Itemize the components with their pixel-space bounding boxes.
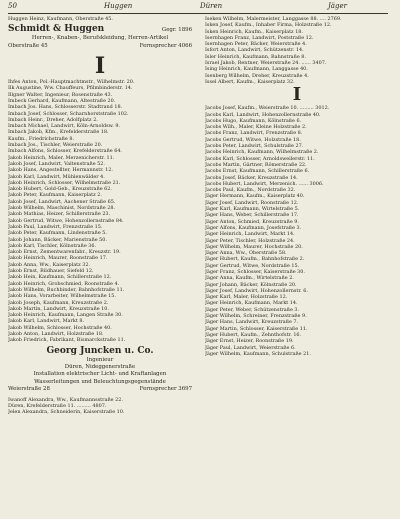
directory-entry: Jäger Hermann, Kaufm., Kaiserplatz 40. [205,193,305,200]
entry-list-a [8,79,192,155]
directory-entry: Ihfes Anton, Pol.-Hauptmachtmstr., Wilhelmstr. 20. [8,79,135,86]
directory-entry: Jäger Peter, Weber, Schützenstraße 3. [205,306,300,313]
directory-entry: Isernhagen Franz, Landwirt, Poststraße 12. [205,34,314,41]
directory-entry: Jacobs Josef, Bäcker, Kreuzstraße 14. [205,174,298,181]
directory-entry: Jäger Hans, Landwirt, Kreuzstraße 7. [205,319,299,326]
directory-entry: Jakob Anna, Ww., Kaiserplatz 32. [8,261,90,268]
directory-entry: Isken Heinrich, Kaufm., Kaiserplatz 18. [205,28,303,35]
directory-entry: Jäger Wilhelm, Maurer, Hochstraße 20. [205,243,303,250]
directory-entry: Imbach Heinr., Dreher, Adolfplatz 2. [8,116,98,123]
directory-entry: Jakob Hubert, Gold-Geb., Kreuzstraße 62. [8,186,112,193]
right-column [205,16,389,357]
entry-list-d [205,275,389,357]
directory-entry: Jäger Josef, Landwirt, Roonstraße 12. [205,199,299,206]
entry-list-b [8,155,192,268]
directory-entry: Jakob Anton, Landwirt, Holzstraße 18. [8,330,104,337]
directory-entry: Jakob Heinrich, Kaufmann, Langen Straße 30. [8,312,123,319]
directory-entry: Jacobs Martin, Gärtner, Römerstraße 22. [205,161,307,168]
directory-entry: Jacobs Josef, Kaufm., Weierstraße 10. ......... 3012. [205,105,330,112]
directory-entry: Jäger Josef, Landwirt, Hohenzollernstr. 6. [205,287,308,294]
entry-list-c [8,268,192,344]
directory-entry: Jacobs Hubert, Landwirt, Merzenich. ...... 3006. [205,180,324,187]
page-number: 50 [8,2,17,10]
directory-entry: Jäger Martin, Schlosser, Kaiserstraße 11. [205,325,308,332]
directory-entry: Imbach Michael, Landwirt, Köln-Arnoldsw. 9. [8,123,120,130]
directory-entry: Jakob Peter, Kaufmann, Kaiserplatz 2. [8,192,102,199]
directory-entry: Jacobs Wilh., Maler, Kleine Holzstraße 2. [205,124,307,131]
directory-entry: Jäger Johann, Bäcker, Kölnstraße 20. [205,281,297,288]
directory-entry: Jäger Anna, Ww., Oberstraße 58. [205,250,287,257]
entry-list-b [205,105,389,193]
directory-entry: Jäger Hubert, Kaufm., Bahnhofstraße 2. [205,256,305,263]
ad-phone: Fernsprecher 3697 [139,386,192,393]
directory-entry: Jacobs Karl, Landwirt, Hohenzollernstraße 40. [205,111,321,118]
left-column [8,16,192,416]
left-running-head: Huggen [104,2,133,10]
entry-list-a [205,16,389,85]
directory-entry: Jakob Karl, Tischler, Kölnstraße 36. [8,242,97,249]
directory-entry: Jäger Hubert, Kaufm., Zehnthofstr. 16. [205,331,302,338]
directory-entry: Jakob Karl, Landwirt, Mühlenwälder 4. [8,173,105,180]
directory-entry: Huggen Heinz, Kaufmann, Oberstraße 45. [8,16,113,22]
directory-entry: Jäger Hans, Weber, Schillerstraße 17. [205,212,299,219]
section-letter: I [94,53,106,80]
directory-entry: Jäger Alfons, Kaufmann, Josefstraße 3. [205,224,302,231]
directory-entry: Jakob Josef, Landwirt, Valtenstraße 52. [8,160,105,167]
directory-entry: Israel Jakob, Rentner, Weierstraße 24. ...... 3407. [205,60,327,67]
ad-firm-name: Schmidt & Huggen [8,24,105,35]
directory-entry: Jakob Wilhelm, Maschinist, Nordstraße 28. [8,205,115,212]
directory-entry: Jakob Josef, Landwirt, Aachener Straße 65. [8,198,116,205]
directory-entry: Jäger Anna, Kaufm., Wirtelstraße 2. [205,275,294,282]
entry-list-bottom [8,397,192,416]
directory-entry: Jäger Paul, Landwirt, Weierstraße 6. [205,344,296,351]
directory-entry: Ilk Augustine, Ww. Chauffeurs, Pfilmbinderstr. 14. [8,85,133,92]
directory-entry: Düren, Krefelderstraße 11. ......... 4807. [8,402,107,409]
directory-entry: Jakob Heinrich, Grobschmied, Roonstraße 4. [8,280,120,287]
directory-entry: Ising Heinrich, Kaufmann, Langgasse 40. [205,66,308,73]
directory-entry: Jakob Heinrich, Schlosser, Wilhelmstraße 21. [8,179,121,186]
directory-entry: Jacobs Franz, Landwirt, Frenzstraße 8. [205,130,303,137]
directory-entry: Jakob Johann, Bäcker, Marienstraße 50. [8,236,107,243]
directory-entry: Jacobs Gertrud, Witwe, Holzstraße 18. [205,136,301,143]
directory-entry: Jakob Heinrich, Maurer, Roonstraße 17. [8,255,108,262]
directory-entry: Jäger Karl, Kaufmann, Wirtelstraße 5. [205,206,300,213]
directory-entry: Jakob Heinrich, Maler, Merzenicherstr. 11. [8,154,115,161]
directory-entry: Jakob Ernst, Zementwarenfabr., Kreuzstr. 19. [8,249,121,256]
directory-entry: Jäger Heinrich, Kaufmann, Markt 14. [205,300,298,307]
header-rule [8,13,388,14]
advertisement-schmidt-huggen [8,24,192,50]
directory-entry: Jelen Alexandra, Schneiderin, Kaiserstraße 10. [8,409,125,416]
right-running-head: Jäger [328,2,347,10]
directory-entry: Jakob Karl, Landwirt, Markt 8. [8,318,85,325]
directory-entry: Imbach Josef, Schlosser, Scharnhorststraße 102. [8,110,129,117]
directory-entry: Jäger Heinrich, Landwirt, Markt 14. [205,231,295,238]
directory-entry: Jakob Peter, Kaufmann, Lindenstraße 5. [8,230,107,237]
directory-entry: Jakob Gertrud, Witwe, Hohenzollernstraße 84. [8,217,124,224]
directory-entry: Jäger Gertrud, Witwe, Nordstraße 15. [205,262,300,269]
directory-entry: Kaufm., Friedrichstraße 8. [8,135,75,142]
ad-subtitle: Ingenieur [86,356,114,363]
ad-description: Installation elektrischer Licht- und Kraftanlagen [33,371,167,378]
directory-entry: Jakob Ernst, Bildhauer, Siefeld 12. [8,268,94,275]
ad-founded: Gegr. 1896 [161,27,192,34]
directory-entry: Iwanoff Alexandra, Ww., Kaufmannsstraße 22. [8,396,123,403]
directory-entry: Jäger Ernst, Heizer, Roonstraße 19. [205,338,294,345]
ad-firm-name: Georg Juncken u. Co. [46,345,154,356]
directory-entry: Jacobs Peter, Landwirt, Schulstraße 27. [205,143,304,150]
directory-entry: Jäger Peter, Tischler, Holzstraße 24. [205,237,295,244]
directory-entry: Jäger Wilhelm, Schreiner, Frenzstraße 9. [205,313,307,320]
advertisement-juncken [8,346,192,394]
directory-entry: Isler Heinrich, Kaufmann, Bahnstraße 8. [205,53,306,60]
entry-list-c [205,193,389,275]
directory-entry: Jakob Wilhelm, Buchbinder, Bahnhofstraße 11. [8,286,125,293]
directory-entry: Jakob Paul, Landwirt, Frenzstraße 15. [8,223,103,230]
page-header [8,2,386,12]
directory-entry: Jäger Anton, Schmied, Kreuzstraße 9. [205,218,299,225]
directory-entry: Jacobs Karl, Schlosser, Arnoldsweilerstr. 11. [205,155,315,162]
directory-entry: Jakob Wilhelm, Schlosser, Hochstraße 40. [8,324,112,331]
section-letter: I [292,84,302,106]
ad-address: Weierstraße 28 [8,386,50,393]
directory-entry: Jakob Joseph, Kaufmann, Kreuzstraße 2. [8,299,109,306]
ad-address: Oberstraße 45 [8,42,48,49]
directory-entry: Imbach Jos. Hans, Schlosserstr. Stadtrand 18. [8,104,123,111]
directory-entry: Jakob Hans, Vorarbeiter, Wilhelmstraße 15. [8,293,116,300]
directory-entry: Jäger Wilhelm, Kaufmann, Schulstraße 21. [205,350,311,357]
directory-entry: Jakob Hans, Angestellter, Hermannstr. 12. [8,167,113,174]
directory-entry: Jäger Franz, Schlosser, Kaiserstraße 30. [205,268,305,275]
directory-entry: Jacobs Heinrich, Kaufmann, Wilhelmstraße 2. [205,149,319,156]
directory-entry: Jäger Karl, Maler, Holzstraße 12. [205,294,288,301]
directory-entry: Isernhagen Peter, Bäcker, Weierstraße 4. [205,41,307,48]
ad-location: Düren, Nideggenerstraße [64,363,136,370]
directory-entry: Imbach Alfons, Schlosser, Krefelderstraße 64. [8,148,122,155]
directory-entry: Imbach Jos., Tischler, Weierstraße 20. [8,142,103,149]
ad-description-2: Wasserleitungen und Beleuchtungsgegenstände [34,378,166,385]
directory-entry: Imbeck Gerhard, Kaufmann, Altestraße 20. [8,98,116,104]
directory-entry: Jacobs Hugo, Kaufmann, Kölnstraße 6. [205,117,302,124]
ad-phone: Fernsprecher 4066 [139,42,192,49]
directory-entry: Imbach Jakob, Kfm., Krefelderstraße 18. [8,129,109,136]
directory-entry: Isken Josef, Kaufm., Inhaber Firma, Holzstraße 12. [205,22,332,29]
directory-entry: Jakob Mathias, Heizer, Schillerstraße 23. [8,211,111,218]
directory-entry: Isenberg Wilhelm, Dreher, Kreuzstraße 4. [205,72,309,79]
ad-description: Herren-, Knaben-, Berufskleidung, Herren-Artikel [31,35,169,42]
directory-entry: Iseken Wilhelm, Malermeister, Langgasse 88. .... 2769. [205,16,342,22]
directory-entry: Jacobs Paul, Kaufm., Nordstraße 32. [205,187,296,194]
directory-entry: Jacobs Ernst, Kaufmann, Schillerstraße 6. [205,168,310,175]
directory-entry: Illgner Walter, Ingenieur, Rosenstraße 43. [8,91,113,98]
center-running-head: Düren [200,2,223,10]
directory-entry: Isfort Anton, Landwirt, Schützenstr. 14. [205,47,304,54]
directory-entry: Jakob Martin, Landwirt, Kreuzstraße 10. [8,305,109,312]
directory-entry: Issel Albert, Kaufm., Kaiserplatz 32. [205,78,295,85]
directory-entry: Jakob Hein, Kaufmann, Schillerstraße 12. [8,274,112,281]
directory-entry: Jakob Friedrich, Fabrikant, Bismarckstraße 11. [8,337,126,344]
